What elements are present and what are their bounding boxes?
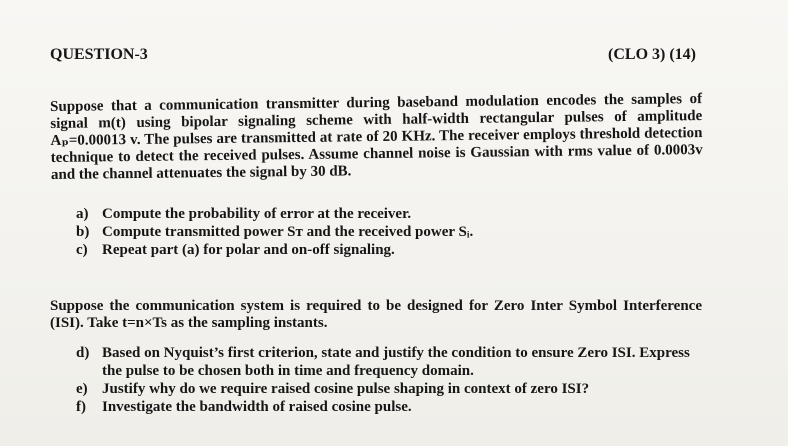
item-marker: c) [76,242,88,258]
question-intro-paragraph: Suppose that a communication transmitter during baseband modulation encodes the samples of signal m(t) using bipolar signaling scheme with half-width rectangular pulses of amplitude Aₚ=0.00013 v. The pulses are transmitted at rate of 20 KHz. The receiver employs threshold detection technique to detect the received pulses. Assume channel noise is Gaussian with rms value of 0.0003v and the channel attenuates the signal by 30 dB. [50,91,703,183]
item-text: Justify why do we require raised cosine pulse shaping in context of zero ISI? [102,381,590,397]
list-item [76,380,706,398]
question-title: QUESTION-3 [50,46,148,63]
question-header [50,46,696,68]
item-marker: a) [76,206,89,222]
item-text: Compute the probability of error at the receiver. [102,206,412,222]
item-marker: d) [76,345,90,361]
item-text: Based on Nyquist’s first criterion, state and justify the condition to ensure Zero ISI. Express the pulse to be chosen both in time and frequency domain. [102,345,690,379]
question-parts-a-c [76,205,706,259]
item-text: Investigate the bandwidth of raised cosine pulse. [102,399,412,415]
item-text: Repeat part (a) for polar and on-off signaling. [102,242,395,258]
item-marker: e) [76,381,88,397]
list-item [76,223,706,241]
item-marker: b) [76,224,90,240]
list-item [76,205,706,223]
isi-intro-paragraph: Suppose the communication system is required to be designed for Zero Inter Symbol Interference (ISI). Take t=n×Ts as the sampling instants. [50,298,702,331]
list-item [76,241,706,259]
list-item [76,344,706,380]
item-text: Compute transmitted power Sᴛ and the received power Sᵢ. [102,224,474,240]
item-marker: f) [76,399,86,415]
question-marks: (CLO 3) (14) [608,46,696,63]
question-parts-d-f [76,344,706,416]
list-item [76,398,706,416]
